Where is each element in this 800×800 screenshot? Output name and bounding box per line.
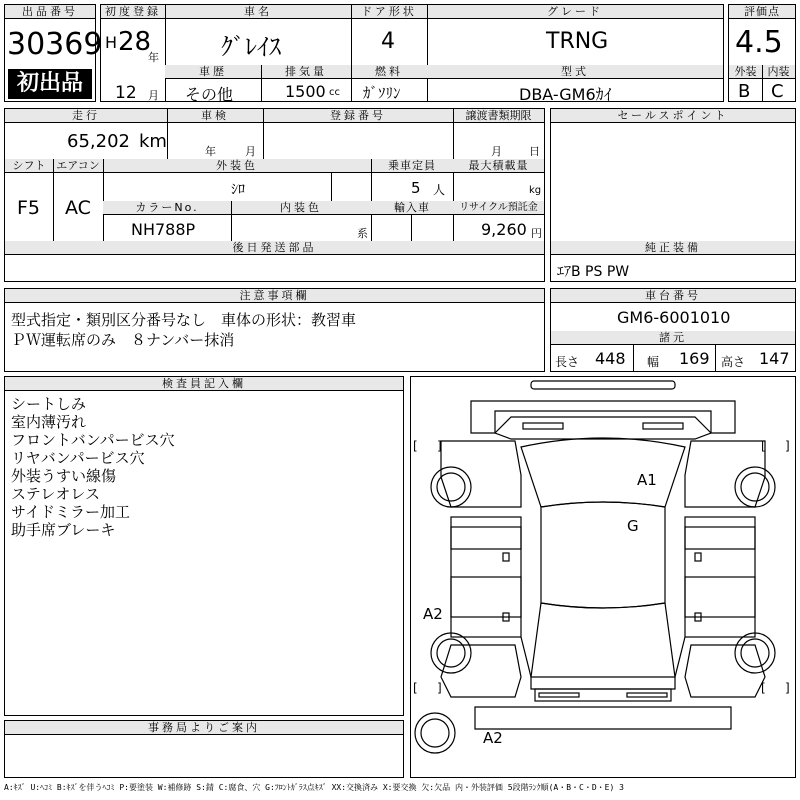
displacement-label: 排気量 (261, 65, 351, 79)
equipment-label: 純正装備 (551, 241, 795, 255)
shift-label: シフト (5, 159, 53, 173)
import-label: 輸入車 (371, 201, 453, 215)
transfer-month-unit: 月 (491, 145, 502, 158)
history-label: 車歴 (165, 65, 261, 79)
inspector-label: 検査員記入欄 (5, 377, 403, 391)
inspection-month-unit: 月 (245, 145, 256, 158)
grade: TRNG (546, 29, 609, 54)
specs-label: 諸元 (551, 331, 795, 345)
capacity-unit: 人 (433, 183, 446, 197)
office-box (4, 720, 404, 778)
displacement: 1500 (285, 82, 326, 101)
car-outline-svg (411, 377, 795, 777)
recycle-fee: 9,260 (481, 220, 527, 239)
grade-label: グレード (427, 5, 723, 19)
ac: AC (65, 197, 91, 219)
fuel: ｶﾞｿﾘﾝ (363, 84, 401, 102)
width: 169 (679, 349, 710, 368)
lot-number: 30369 (7, 27, 103, 62)
exterior-color-label: 外装色 (103, 159, 371, 173)
mileage-label: 走行 (5, 109, 167, 123)
capacity-label: 乗車定員 (371, 159, 453, 173)
damage-mark-a2-door: A2 (423, 605, 443, 623)
transfer-label: 譲渡書類期限 (453, 109, 544, 123)
interior-color-unit: 系 (357, 227, 368, 240)
color-no-label: カラーNo. (103, 201, 231, 215)
exterior-label: 外装 (729, 65, 762, 79)
damage-mark-a2-bumper: A2 (483, 729, 503, 747)
bracket-left-front: [ (413, 439, 418, 453)
car-name: ｸﾞﾚｲｽ (221, 33, 281, 61)
height: 147 (759, 349, 790, 368)
lot-number-label: 出品番号 (5, 5, 95, 19)
model-code: DBA-GM6ｶｲ (519, 85, 612, 104)
score-label: 評価点 (729, 5, 795, 19)
inspector-line-2: 室内薄汚れ (11, 413, 87, 431)
inspector-line-6: ステレオレス (11, 485, 100, 503)
notes-label: 注意事項欄 (5, 289, 544, 303)
score: 4.5 (735, 25, 783, 60)
inspector-line-4: リヤバンパービス穴 (11, 449, 145, 467)
bracket-right-rear-close: ] (785, 681, 790, 695)
chassis-number: GM6-6001010 (617, 308, 731, 327)
displacement-unit: cc (329, 87, 340, 98)
chassis-label: 車台番号 (551, 289, 795, 303)
fuel-label: 燃料 (351, 65, 427, 79)
interior-color-label: 内装色 (231, 201, 371, 215)
reg-era: H (105, 33, 118, 52)
bracket-right-rear: [ (761, 681, 766, 695)
lot-number-box (4, 4, 103, 102)
note-line-2: ＰＷ運転席のみ ８ナンバー抹消 (11, 331, 235, 349)
history: その他 (185, 85, 234, 104)
main-header-table (100, 4, 724, 102)
recycle-label: リサイクル預託金 (453, 201, 544, 215)
score-box (728, 4, 796, 102)
exterior-color: ｼﾛ (231, 182, 245, 198)
car-diagram (410, 376, 796, 778)
mileage: 65,202 (67, 131, 130, 152)
inspector-box (4, 376, 404, 716)
width-label: 幅 (647, 355, 660, 369)
sales-points-box (550, 108, 796, 282)
plate-label: 登録番号 (263, 109, 453, 123)
bracket-left-front-close: ] (437, 439, 442, 453)
length: 448 (595, 349, 626, 368)
inspector-line-7: サイドミラー加工 (11, 503, 130, 521)
capacity: 5 (411, 179, 421, 197)
sales-points-label: セールスポイント (551, 109, 795, 123)
reg-year-unit: 年 (148, 51, 159, 64)
shift: F5 (17, 197, 41, 219)
equipment: ｴｱB PS PW (557, 264, 630, 280)
bracket-left-rear-close: ] (437, 681, 442, 695)
first-reg-label: 初度登録 (101, 5, 165, 19)
interior-label: 内装 (762, 65, 795, 79)
max-load-label: 最大積載量 (453, 159, 544, 173)
damage-mark-g: G (627, 517, 639, 535)
bracket-right-front: [ (761, 439, 766, 453)
model-label: 型式 (427, 65, 723, 79)
damage-mark-a1: A1 (637, 471, 657, 489)
height-label: 高さ (721, 355, 746, 369)
inspector-line-8: 助手席ブレーキ (11, 521, 116, 539)
transfer-day-unit: 日 (529, 145, 540, 158)
inspection-year-unit: 年 (205, 145, 216, 158)
vehicle-details-table (4, 108, 545, 282)
ac-label: エアコン (53, 159, 103, 173)
inspector-line-1: シートしみ (11, 395, 87, 413)
length-label: 長さ (555, 355, 580, 369)
recycle-fee-unit: 円 (531, 227, 542, 240)
office-label: 事務局よりご案内 (5, 721, 403, 735)
reg-month: 12 (115, 83, 137, 103)
reg-month-unit: 月 (148, 89, 159, 102)
exterior-score: B (738, 81, 751, 102)
inspector-line-5: 外装うすい線傷 (11, 467, 117, 485)
door-type-label: ドア形状 (351, 5, 427, 19)
chassis-box (550, 288, 796, 372)
reg-year: 28 (118, 27, 152, 57)
note-line-1: 型式指定・類別区分番号なし 車体の形状：教習車 (11, 311, 357, 329)
legend-text: A:ｷｽﾞ U:ﾍｺﾐ B:ｷｽﾞを伴うﾍｺﾐ P:要塗装 W:補修跡 S:錆 C:腐食、穴 G:ﾌﾛﾝﾄｶﾞﾗｽ点ｷｽﾞ XX:交換済み X:要交換 欠:欠品 内・外装評価 5段階ﾗﾝｸ順(A・B・C・D・E) 3 (4, 783, 624, 792)
interior-score: C (771, 81, 784, 102)
later-parts-label: 後日発送部品 (5, 241, 544, 255)
first-listing-badge: 初出品 (8, 69, 92, 99)
car-name-label: 車名 (165, 5, 351, 19)
bracket-left-rear: [ (413, 681, 418, 695)
bracket-right-front-close: ] (785, 439, 790, 453)
color-number: NH788P (131, 220, 196, 239)
inspection-label: 車検 (167, 109, 263, 123)
door-type: 4 (381, 29, 395, 54)
inspector-line-3: フロントバンパービス穴 (11, 431, 175, 449)
notes-box (4, 288, 545, 372)
max-load-unit: kg (529, 185, 542, 196)
mileage-unit: km (139, 131, 167, 152)
